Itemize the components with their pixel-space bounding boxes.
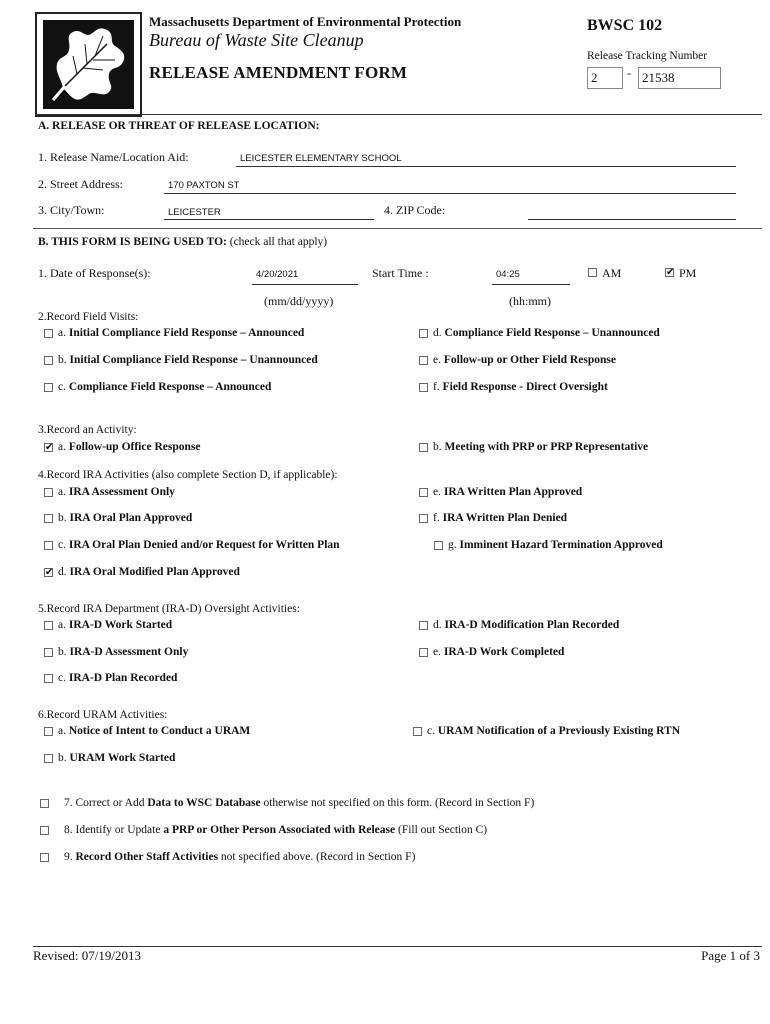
option-checkbox[interactable] — [44, 383, 53, 392]
option-checkbox[interactable] — [44, 541, 53, 550]
option-label — [58, 539, 340, 551]
am-checkbox[interactable] — [588, 268, 597, 277]
option-checkbox[interactable] — [419, 356, 428, 365]
option-text: IRA Written Plan Approved — [443, 486, 583, 498]
date-label: 1. Date of Response(s): — [38, 266, 151, 280]
item-label — [64, 797, 534, 809]
option-checkbox[interactable] — [44, 754, 53, 763]
option-key: d. — [433, 619, 442, 631]
date-hint: (mm/dd/yyyy) — [264, 294, 334, 308]
option-checkbox[interactable]: ✔ — [45, 442, 54, 453]
option-text: URAM Work Started — [69, 752, 176, 764]
option-text: IRA-D Modification Plan Recorded — [444, 619, 620, 631]
option-key: a. — [58, 327, 66, 339]
option-text: IRA Written Plan Denied — [442, 512, 568, 524]
option-checkbox[interactable] — [44, 329, 53, 338]
option-label — [58, 752, 175, 764]
agency-name: Massachusetts Department of Environmental Protection — [149, 14, 462, 29]
group-title: 2.Record Field Visits: — [38, 311, 139, 323]
option-label — [433, 486, 582, 498]
option-key: c. — [58, 381, 66, 393]
option-key: f. — [433, 381, 440, 393]
option-checkbox[interactable] — [419, 443, 428, 452]
option-key: d. — [433, 327, 442, 339]
option-text: Notice of Intent to Conduct a URAM — [68, 725, 251, 737]
option-checkbox[interactable] — [419, 383, 428, 392]
item-text-pre: 9. — [64, 851, 76, 863]
footer-divider — [33, 946, 762, 947]
option-checkbox[interactable] — [419, 648, 428, 657]
rtn-region-field[interactable]: 2 — [587, 67, 623, 89]
pm-checkbox[interactable]: ✔ — [666, 267, 675, 278]
option-text: Compliance Field Response – Announced — [68, 381, 272, 393]
option-checkbox[interactable] — [44, 727, 53, 736]
option-key: d. — [58, 566, 67, 578]
leaf-logo-icon — [43, 20, 134, 109]
rtn-label: Release Tracking Number — [587, 50, 708, 62]
release-name-label: 1. Release Name/Location Aid: — [38, 150, 189, 164]
section-divider — [33, 228, 762, 229]
date-value[interactable]: 4/20/2021 — [256, 269, 299, 280]
option-text: Imminent Hazard Termination Approved — [459, 539, 663, 551]
option-key: e. — [433, 486, 441, 498]
option-checkbox[interactable] — [419, 488, 428, 497]
option-key: f. — [433, 512, 440, 524]
item-text-pre: 7. Correct or Add — [64, 797, 148, 809]
pm-label: PM — [679, 266, 697, 280]
option-text: Compliance Field Response – Unannounced — [444, 327, 660, 339]
item-text-bold: Data to WSC Database — [147, 797, 261, 809]
option-text: IRA-D Work Started — [68, 619, 173, 631]
option-checkbox[interactable] — [419, 514, 428, 523]
group-title: 5.Record IRA Department (IRA-D) Oversight Activities: — [38, 603, 300, 615]
option-key: b. — [433, 441, 442, 453]
header-divider — [35, 114, 762, 115]
option-label — [433, 512, 567, 524]
revised-date: Revised: 07/19/2013 — [33, 948, 141, 963]
group-title: 4.Record IRA Activities (also complete Section D, if applicable): — [38, 469, 338, 481]
item-text-post: not specified above. (Record in Section F) — [218, 851, 416, 863]
option-label — [58, 486, 175, 498]
option-key: e. — [433, 646, 441, 658]
item-checkbox[interactable] — [40, 826, 49, 835]
time-hint: (hh:mm) — [509, 294, 551, 308]
option-key: a. — [58, 441, 66, 453]
massdep-logo — [35, 12, 142, 117]
rtn-number-field[interactable]: 21538 — [638, 67, 721, 89]
option-label — [433, 381, 608, 393]
option-label — [433, 619, 619, 631]
option-text: Field Response - Direct Oversight — [442, 381, 608, 393]
rtn-dash: - — [627, 66, 631, 80]
option-text: URAM Notification of a Previously Existing RTN — [437, 725, 681, 737]
option-label — [448, 539, 663, 551]
option-checkbox[interactable] — [44, 674, 53, 683]
option-label — [58, 566, 240, 578]
option-checkbox[interactable]: ✔ — [45, 567, 54, 578]
option-text: Meeting with PRP or PRP Representative — [444, 441, 649, 453]
street-label: 2. Street Address: — [38, 177, 123, 191]
item-text-bold: Record Other Staff Activities — [75, 851, 219, 863]
option-checkbox[interactable] — [419, 621, 428, 630]
option-text: IRA Oral Plan Approved — [69, 512, 193, 524]
option-text: IRA-D Plan Recorded — [68, 672, 178, 684]
option-label — [58, 327, 304, 339]
option-key: g. — [448, 539, 457, 551]
option-label — [58, 646, 188, 658]
date-line — [252, 284, 358, 285]
zip-label: 4. ZIP Code: — [384, 203, 446, 217]
option-key: b. — [58, 354, 67, 366]
release-name-line — [236, 166, 736, 167]
option-text: IRA Oral Modified Plan Approved — [69, 566, 240, 578]
option-text: Initial Compliance Field Response – Announced — [68, 327, 305, 339]
page-number: Page 1 of 3 — [701, 948, 760, 963]
option-text: IRA-D Work Completed — [443, 646, 565, 658]
option-key: a. — [58, 486, 66, 498]
group-title: 6.Record URAM Activities: — [38, 709, 168, 721]
option-checkbox[interactable] — [419, 329, 428, 338]
item-text-pre: 8. Identify or Update — [64, 824, 164, 836]
am-label: AM — [602, 266, 622, 280]
option-key: b. — [58, 752, 67, 764]
option-label — [58, 725, 250, 737]
option-checkbox[interactable] — [44, 621, 53, 630]
option-label — [58, 619, 172, 631]
option-key: c. — [427, 725, 435, 737]
option-label — [433, 354, 616, 366]
bureau-name: Bureau of Waste Site Cleanup — [149, 30, 364, 50]
option-checkbox[interactable] — [44, 648, 53, 657]
zip-line — [528, 219, 736, 220]
option-label — [58, 354, 318, 366]
option-text: Follow-up or Other Field Response — [443, 354, 616, 366]
option-key: a. — [58, 725, 66, 737]
option-label — [433, 441, 648, 453]
option-label — [433, 327, 660, 339]
city-value[interactable]: LEICESTER — [168, 207, 221, 218]
group-title: 3.Record an Activity: — [38, 424, 137, 436]
item-text-post: otherwise not specified on this form. (Record in Section F) — [260, 797, 535, 809]
option-checkbox[interactable] — [44, 514, 53, 523]
item-checkbox[interactable] — [40, 799, 49, 808]
item-label — [64, 851, 415, 863]
option-key: e. — [433, 354, 441, 366]
option-label — [58, 512, 192, 524]
option-key: b. — [58, 512, 67, 524]
option-checkbox[interactable] — [44, 356, 53, 365]
option-text: IRA Oral Plan Denied and/or Request for Written Plan — [68, 539, 340, 551]
start-time-label: Start Time : — [372, 266, 429, 280]
item-label — [64, 824, 487, 836]
item-text-post: (Fill out Section C) — [395, 824, 488, 836]
start-time-value[interactable]: 04:25 — [496, 269, 520, 280]
section-a-title: A. RELEASE OR THREAT OF RELEASE LOCATION: — [38, 120, 320, 132]
option-label — [58, 672, 177, 684]
city-line — [164, 219, 374, 220]
option-label — [58, 441, 200, 453]
option-key: a. — [58, 619, 66, 631]
option-checkbox[interactable] — [413, 727, 422, 736]
option-key: c. — [58, 539, 66, 551]
option-key: b. — [58, 646, 67, 658]
release-name-value[interactable]: LEICESTER ELEMENTARY SCHOOL — [240, 153, 402, 164]
option-text: Follow-up Office Response — [68, 441, 201, 453]
option-label — [58, 381, 271, 393]
option-checkbox[interactable] — [434, 541, 443, 550]
time-line — [492, 284, 570, 285]
option-key: c. — [58, 672, 66, 684]
section-b-title: B. THIS FORM IS BEING USED TO: (check all that apply) — [38, 236, 328, 248]
option-text: IRA-D Assessment Only — [69, 646, 189, 658]
option-label — [433, 646, 564, 658]
form-code: BWSC 102 — [587, 17, 663, 34]
item-text-bold: a PRP or Other Person Associated with Release — [163, 824, 396, 836]
form-title: RELEASE AMENDMENT FORM — [149, 63, 408, 82]
street-value[interactable]: 170 PAXTON ST — [168, 180, 240, 191]
item-checkbox[interactable] — [40, 853, 49, 862]
city-label: 3. City/Town: — [38, 203, 105, 217]
option-text: Initial Compliance Field Response – Unannounced — [69, 354, 318, 366]
street-line — [164, 193, 736, 194]
option-label — [427, 725, 680, 737]
option-text: IRA Assessment Only — [68, 486, 175, 498]
option-checkbox[interactable] — [44, 488, 53, 497]
